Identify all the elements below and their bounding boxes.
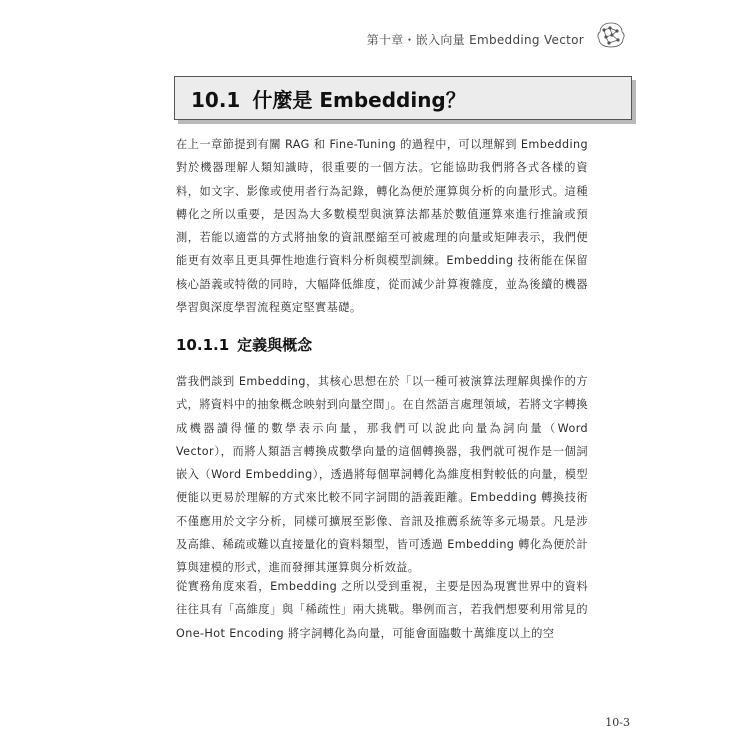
running-header: 第十章・嵌入向量 Embedding Vector: [366, 33, 584, 47]
section-title: [191, 84, 466, 113]
page-number: 10-3: [605, 716, 630, 729]
brain-network-icon: [594, 18, 628, 52]
section-heading-box: [174, 76, 632, 120]
subsection-number: 10.1.1: [176, 336, 230, 354]
subsection-title-text: 定義與概念: [237, 336, 313, 354]
section-number: 10.1: [191, 88, 241, 112]
definition-paragraph: 當我們談到 Embedding，其核心思想在於「以一種可被演算法理解與操作的方式，將資料中的抽象概念映射到向量空間」。在自然語言處理領域，若將文字轉換成機器讀得懂的數學表示向量，那我們可以說此向量為詞向量（Word Vector），而將人類語言轉換成數學向量的這個轉換器，我們就可視作是一個詞嵌入（Word Embedding），透過將每個單詞轉化為維度相對較低的向量，模型便能以更易於理解的方式來比較不同字詞間的語義距離。Embedding 轉換技術不僅應用於文字分析，同樣可擴展至影像、音訊及推薦系統等多元場景。凡是涉及高維、稀疏或難以直接量化的資料類型，皆可透過 Embedding 轉化為便於計算與建模的形式，進而發揮其運算與分析效益。: [176, 375, 588, 575]
intro-paragraph: 在上一章節提到有關 RAG 和 Fine-Tuning 的過程中，可以理解到 Embedding 對於機器理解人類知識時，很重要的一個方法。它能協助我們將各式各樣的資料，如文字、影像或使用者行為記錄，轉化為便於運算與分析的向量形式。這種轉化之所以重要，是因為大多數模型與演算法都基於數值運算來進行推論或預測，若能以適當的方式將抽象的資訊壓縮至可被處理的向量或矩陣表示，我們便能更有效率且更具彈性地進行資料分析與模型訓練。Embedding 技術能在保留核心語義或特徵的同時，大幅降低維度，從而減少計算複雜度，並為後續的機器學習與深度學習流程奠定堅實基礎。: [176, 138, 588, 315]
section-title-text: 什麼是 Embedding？: [252, 88, 466, 112]
practical-paragraph: 從實務角度來看，Embedding 之所以受到重視，主要是因為現實世界中的資料往往具有「高維度」與「稀疏性」兩大挑戰。舉例而言，若我們想要利用常見的 One-Hot Encoding 將字詞轉化為向量，可能會面臨數十萬維度以上的空: [176, 580, 588, 640]
subsection-title: [176, 334, 312, 355]
